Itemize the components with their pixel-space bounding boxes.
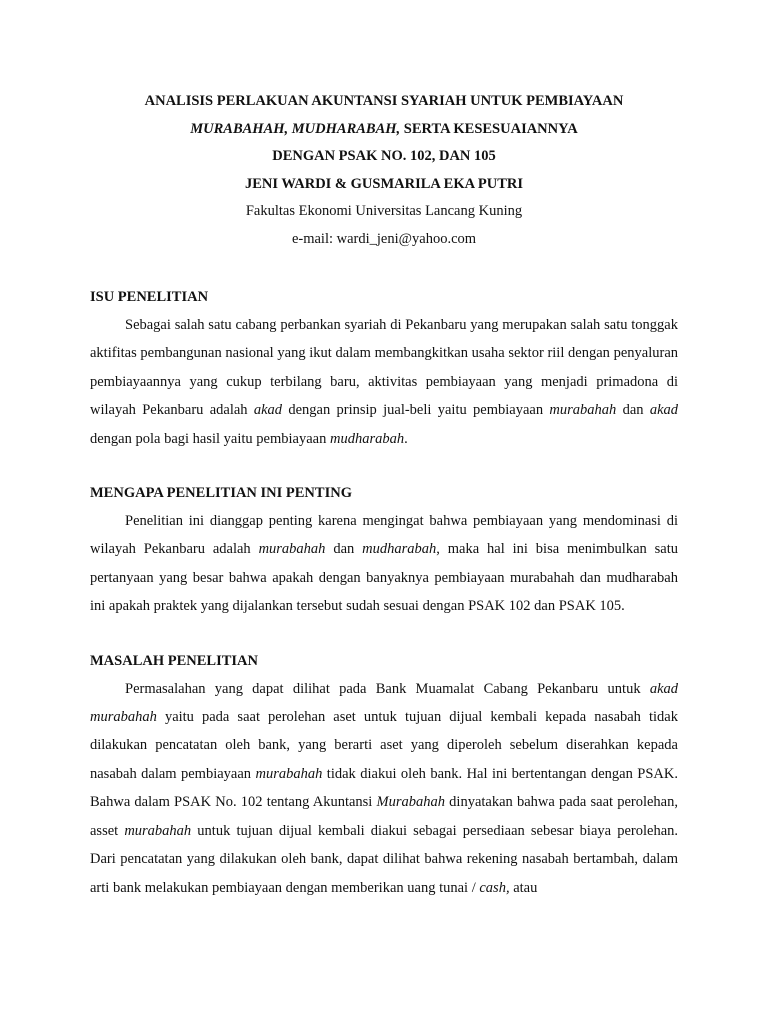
- text-run: dan: [325, 541, 363, 558]
- title-block: [90, 88, 678, 253]
- italic-run: murabahah: [258, 541, 326, 558]
- text-run: Permasalahan yang dapat dilihat pada Bank Muamalat Cabang Pekanbaru untuk: [125, 680, 650, 697]
- italic-run: cash,: [479, 879, 510, 896]
- title-line-2-italic: MURABAHAH, MUDHARABAH,: [190, 120, 401, 137]
- email: e-mail: wardi_jeni@yahoo.com: [291, 230, 477, 247]
- text-run: dengan prinsip jual-beli yaitu pembiayaan: [282, 402, 550, 419]
- paragraph-isu: [90, 311, 678, 453]
- section-heading-isu: ISU PENELITIAN: [90, 289, 209, 305]
- text-run: dinyatakan bahwa pada saat perolehan, asset: [90, 794, 678, 839]
- text-run: yaitu pada saat perolehan aset untuk tujuan dijual kembali kepada nasabah tidak dilakukan pencatatan oleh bank, yang berarti aset yang diperoleh sebelum diserahkan kepada nasabah dalam pembiayaan: [90, 709, 678, 782]
- title-line-1: ANALISIS PERLAKUAN AKUNTANSI SYARIAH UNTUK PEMBIAYAAN: [144, 93, 624, 109]
- section-masalah-penelitian: [90, 647, 678, 902]
- text-run: untuk tujuan dijual kembali diakui sebagai persediaan sebesar biaya perolehan. Dari pencatatan yang dilakukan oleh bank, dapat dilihat bahwa rekening nasabah bertambah, dalam arti bank melakukan pembiayaan dengan memberikan uang tunai /: [90, 822, 678, 896]
- section-isu-penelitian: [90, 283, 678, 453]
- italic-run: akad: [253, 402, 283, 419]
- italic-run: mudharabah: [362, 541, 437, 558]
- italic-run: akad murabahah: [90, 680, 678, 726]
- section-heading-masalah: MASALAH PENELITIAN: [90, 652, 258, 669]
- authors: JENI WARDI & GUSMARILA EKA PUTRI: [244, 175, 524, 192]
- text-run: .: [404, 430, 408, 447]
- italic-run: mudharabah: [329, 430, 405, 447]
- text-run: Penelitian ini dianggap penting karena mengingat bahwa pembiayaan yang mendominasi di wilayah Pekanbaru adalah: [90, 513, 678, 558]
- paragraph-masalah: [90, 675, 678, 902]
- title-line-2: [90, 116, 678, 144]
- affiliation: Fakultas Ekonomi Universitas Lancang Kuning: [245, 203, 523, 219]
- section-heading-mengapa: MENGAPA PENELITIAN INI PENTING: [90, 485, 352, 502]
- title-line-3: DENGAN PSAK NO. 102, DAN 105: [272, 148, 496, 164]
- italic-run: Murabahah: [376, 794, 445, 811]
- italic-run: murabahah: [255, 765, 323, 782]
- text-run: Sebagai salah satu cabang perbankan syariah di Pekanbaru yang merupakan salah satu tonggak aktifitas pembangunan nasional yang ikut dalam membangkitkan usaha sektor riil dengan penyaluran pembiayaannya yang cukup terbilang baru, aktivitas pembiayaan yang menjadi primadona di wilayah Pekanbaru adalah: [90, 317, 678, 419]
- title-line-2-rest: SERTA KESESUAIANNYA: [400, 120, 578, 137]
- italic-run: akad: [649, 402, 678, 419]
- italic-run: murabahah: [124, 822, 192, 839]
- text-run: dan: [616, 402, 650, 419]
- section-mengapa-penting: [90, 479, 678, 621]
- text-run: tidak diakui oleh bank. Hal ini bertentangan dengan PSAK. Bahwa dalam PSAK No. 102 tentang Akuntansi: [90, 765, 679, 811]
- paragraph-mengapa: [90, 507, 678, 621]
- text-run: dengan pola bagi hasil yaitu pembiayaan: [90, 430, 330, 447]
- italic-run: murabahah: [549, 402, 617, 419]
- text-run: atau: [509, 879, 538, 896]
- text-run: , maka hal ini bisa menimbulkan satu pertanyaan yang besar bahwa apakah dengan banyaknya pembiayaan murabahah dan mudharabah ini apakah praktek yang dijalankan tersebut sudah sesuai dengan PSAK 102 dan PSAK 105.: [90, 541, 678, 615]
